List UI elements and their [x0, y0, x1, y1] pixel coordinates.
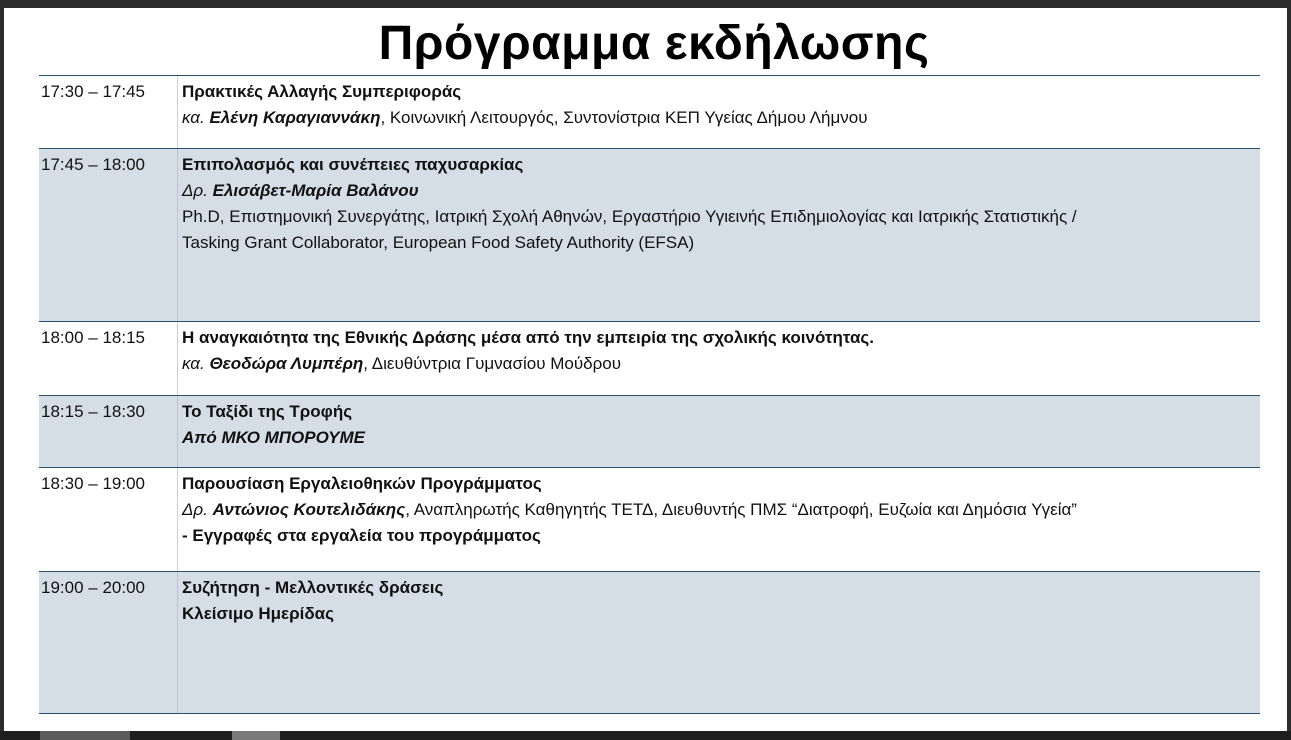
table-row	[39, 468, 1260, 572]
session-topic: Επιπολασμός και συνέπειες παχυσαρκίας	[182, 155, 524, 174]
session-note: - Εγγραφές στα εργαλεία του προγράμματος	[182, 526, 541, 545]
speaker-prefix: Δρ.	[182, 500, 208, 519]
edge-segment	[40, 731, 130, 740]
session-topic: Παρουσίαση Εργαλειοθηκών Προγράμματος	[182, 474, 542, 493]
speaker-prefix: κα.	[182, 108, 205, 127]
speaker-affiliation: Ph.D, Επιστημονική Συνεργάτης, Ιατρική Σχολή Αθηνών, Εργαστήριο Υγιεινής Επιδημιολογίας και Ιατρικής Στατιστικής /	[182, 207, 1077, 226]
table-row	[39, 572, 1260, 714]
session-details	[177, 322, 1260, 395]
session-time: 17:30 – 17:45	[41, 82, 145, 101]
table-row	[39, 76, 1260, 149]
session-time: 17:45 – 18:00	[41, 155, 145, 174]
session-closing: Κλείσιμο Ημερίδας	[182, 604, 334, 623]
table-row	[39, 322, 1260, 396]
schedule-table	[39, 75, 1260, 714]
session-topic: Πρακτικές Αλλαγής Συμπεριφοράς	[182, 82, 462, 101]
speaker-name: Αντώνιος Κουτελιδάκης	[212, 500, 406, 519]
speaker-name: Θεοδώρα Λυμπέρη	[209, 354, 364, 373]
speaker-affiliation: Tasking Grant Collaborator, European Food Safety Authority (EFSA)	[182, 233, 695, 252]
document-page	[4, 8, 1287, 731]
speaker-name: Ελένη Καραγιαννάκη	[209, 108, 381, 127]
table-row	[39, 149, 1260, 322]
session-time: 18:15 – 18:30	[41, 402, 145, 421]
session-time: 18:00 – 18:15	[41, 328, 145, 347]
session-details	[177, 468, 1260, 571]
speaker-prefix: κα.	[182, 354, 205, 373]
session-details	[177, 396, 1260, 467]
session-time: 18:30 – 19:00	[41, 474, 145, 493]
speaker-prefix: Δρ.	[182, 181, 208, 200]
session-speaker	[182, 178, 1260, 204]
speaker-role: , Διευθύντρια Γυμνασίου Μούδρου	[363, 354, 622, 373]
page-title: Πρόγραμμα εκδήλωσης	[378, 17, 930, 70]
speaker-role: , Αναπληρωτής Καθηγητής ΤΕΤΔ, Διευθυντής ΠΜΣ “Διατροφή, Ευζωία και Δημόσια Υγεία”	[405, 500, 1077, 519]
session-speaker	[182, 105, 1260, 131]
session-topic: Το Ταξίδι της Τροφής	[182, 402, 353, 421]
session-presenter: Από ΜΚΟ ΜΠΟΡΟΥΜΕ	[182, 428, 365, 447]
session-topic: Συζήτηση - Μελλοντικές δράσεις	[182, 578, 444, 597]
session-time: 19:00 – 20:00	[41, 578, 145, 597]
session-details	[177, 149, 1260, 321]
session-speaker	[182, 497, 1260, 523]
speaker-role: , Κοινωνική Λειτουργός, Συντονίστρια ΚΕΠ Υγείας Δήμου Λήμνου	[380, 108, 868, 127]
bottom-edge	[0, 731, 1291, 740]
table-row	[39, 396, 1260, 468]
session-speaker	[182, 351, 1260, 377]
edge-segment	[232, 731, 280, 740]
session-details	[177, 572, 1260, 713]
session-details	[177, 76, 1260, 148]
session-topic: Η αναγκαιότητα της Εθνικής Δράσης μέσα από την εμπειρία της σχολικής κοινότητας.	[182, 328, 874, 347]
speaker-name: Ελισάβετ-Μαρία Βαλάνου	[212, 181, 419, 200]
